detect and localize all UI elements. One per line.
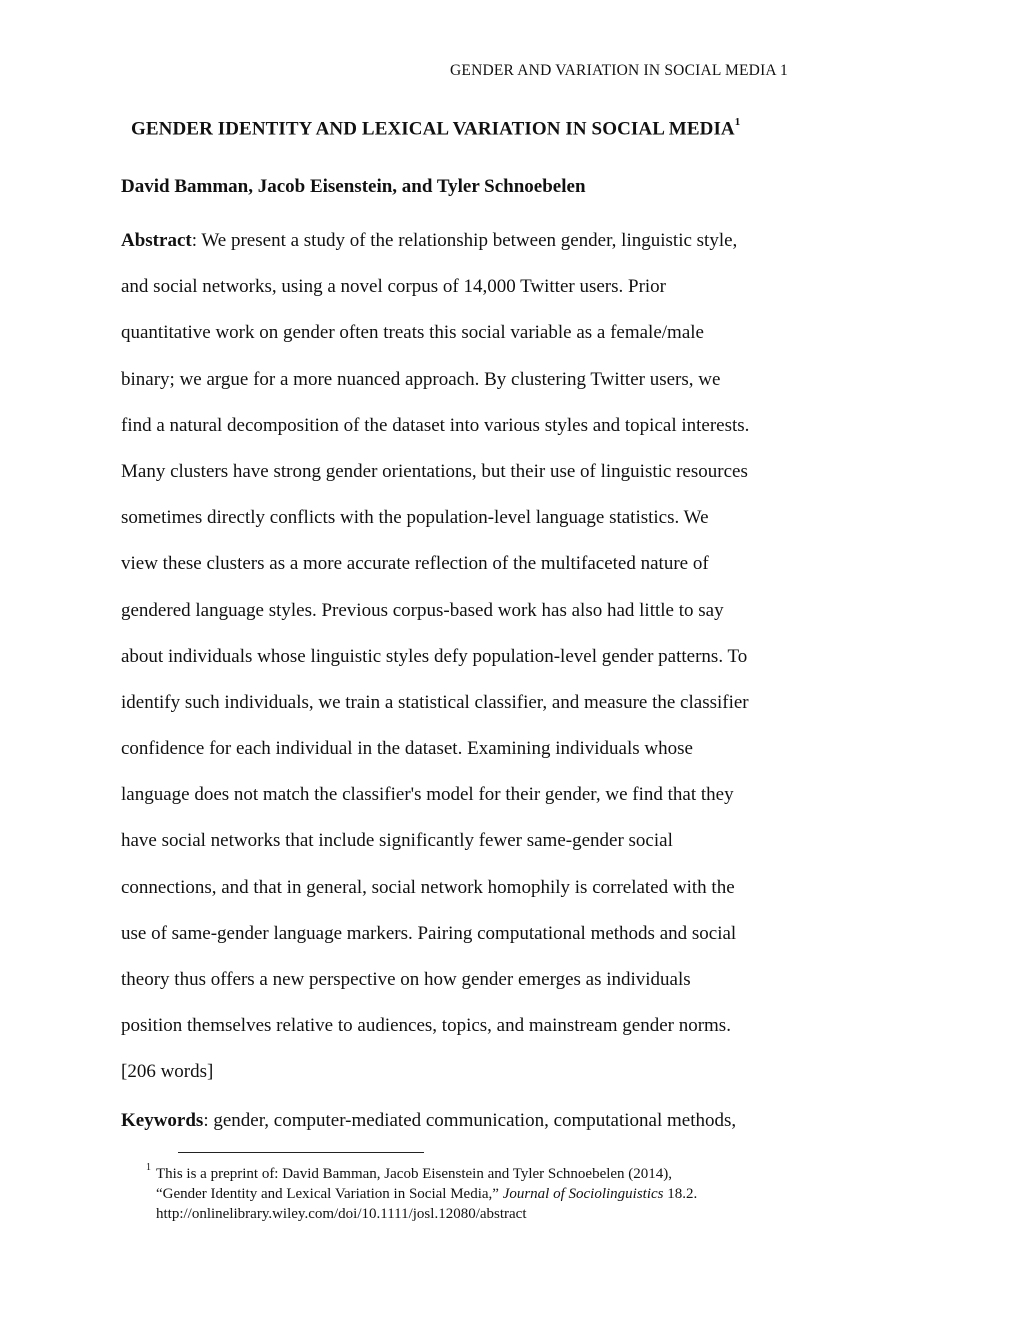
abstract-line: Many clusters have strong gender orientations, but their use of linguistic resources	[121, 460, 748, 482]
abstract-first-line: : We present a study of the relationship between gender, linguistic style,	[191, 230, 738, 251]
footnote-url-link[interactable]: http://onlinelibrary.wiley.com/doi/10.1111/josl.12080/abstract	[156, 1206, 527, 1222]
title-footnote-mark: 1	[734, 116, 741, 128]
abstract-line: confidence for each individual in the dataset. Examining individuals whose	[121, 738, 693, 760]
abstract-line: find a natural decomposition of the dataset into various styles and topical interests.	[121, 414, 750, 436]
abstract-section	[121, 226, 801, 1104]
footnote-volume: 18.2.	[663, 1186, 698, 1202]
abstract-line: binary; we argue for a more nuanced approach. By clustering Twitter users, we	[121, 368, 721, 390]
keywords-label: Keywords	[121, 1110, 204, 1131]
keywords-section	[121, 1106, 736, 1136]
abstract-line: and social networks, using a novel corpus of 14,000 Twitter users. Prior	[121, 276, 667, 298]
abstract-line: use of same-gender language markers. Pairing computational methods and social	[121, 922, 737, 944]
abstract-line: theory thus offers a new perspective on how gender emerges as individuals	[121, 969, 691, 990]
abstract-line: language does not match the classifier's model for their gender, we find that they	[121, 784, 734, 806]
footnote-divider	[178, 1152, 424, 1153]
title-text: GENDER IDENTITY AND LEXICAL VARIATION IN SOCIAL MEDIA	[131, 118, 735, 140]
abstract-line: sometimes directly conflicts with the population-level language statistics. We	[121, 507, 709, 529]
abstract-line: have social networks that include significantly fewer same-gender social	[121, 830, 673, 852]
author-list: David Bamman, Jacob Eisenstein, and Tyler Schnoebelen	[121, 176, 586, 197]
abstract-line: about individuals whose linguistic styles defy population-level gender patterns. To	[121, 645, 748, 667]
keywords-text: : gender, computer-mediated communication, computational methods,	[203, 1110, 737, 1131]
running-head: GENDER AND VARIATION IN SOCIAL MEDIA 1	[450, 62, 788, 79]
abstract-line: identify such individuals, we train a statistical classifier, and measure the classifier	[121, 691, 749, 713]
abstract-line	[121, 226, 801, 272]
abstract-label: Abstract	[121, 230, 192, 251]
footnote	[146, 1160, 697, 1224]
footnote-mark: 1	[146, 1162, 151, 1173]
paper-title	[131, 118, 740, 140]
footnote-citation: This is a preprint of: David Bamman, Jacob Eisenstein and Tyler Schnoebelen (2014),	[156, 1166, 673, 1182]
abstract-line: connections, and that in general, social network homophily is correlated with the	[121, 876, 735, 898]
footnote-line-1	[146, 1160, 697, 1184]
footnote-article-title: “Gender Identity and Lexical Variation in Social Media,”	[156, 1186, 503, 1202]
abstract-line: gendered language styles. Previous corpus-based work has also had little to say	[121, 599, 724, 621]
abstract-line: view these clusters as a more accurate reflection of the multifaceted nature of	[121, 553, 709, 575]
footnote-line-2	[146, 1184, 697, 1204]
abstract-line: position themselves relative to audiences, topics, and mainstream gender norms.	[121, 1015, 731, 1037]
footnote-journal: Journal of Sociolinguistics	[502, 1186, 664, 1202]
abstract-word-count: [206 words]	[121, 1061, 214, 1083]
abstract-line: quantitative work on gender often treats this social variable as a female/male	[121, 322, 704, 344]
